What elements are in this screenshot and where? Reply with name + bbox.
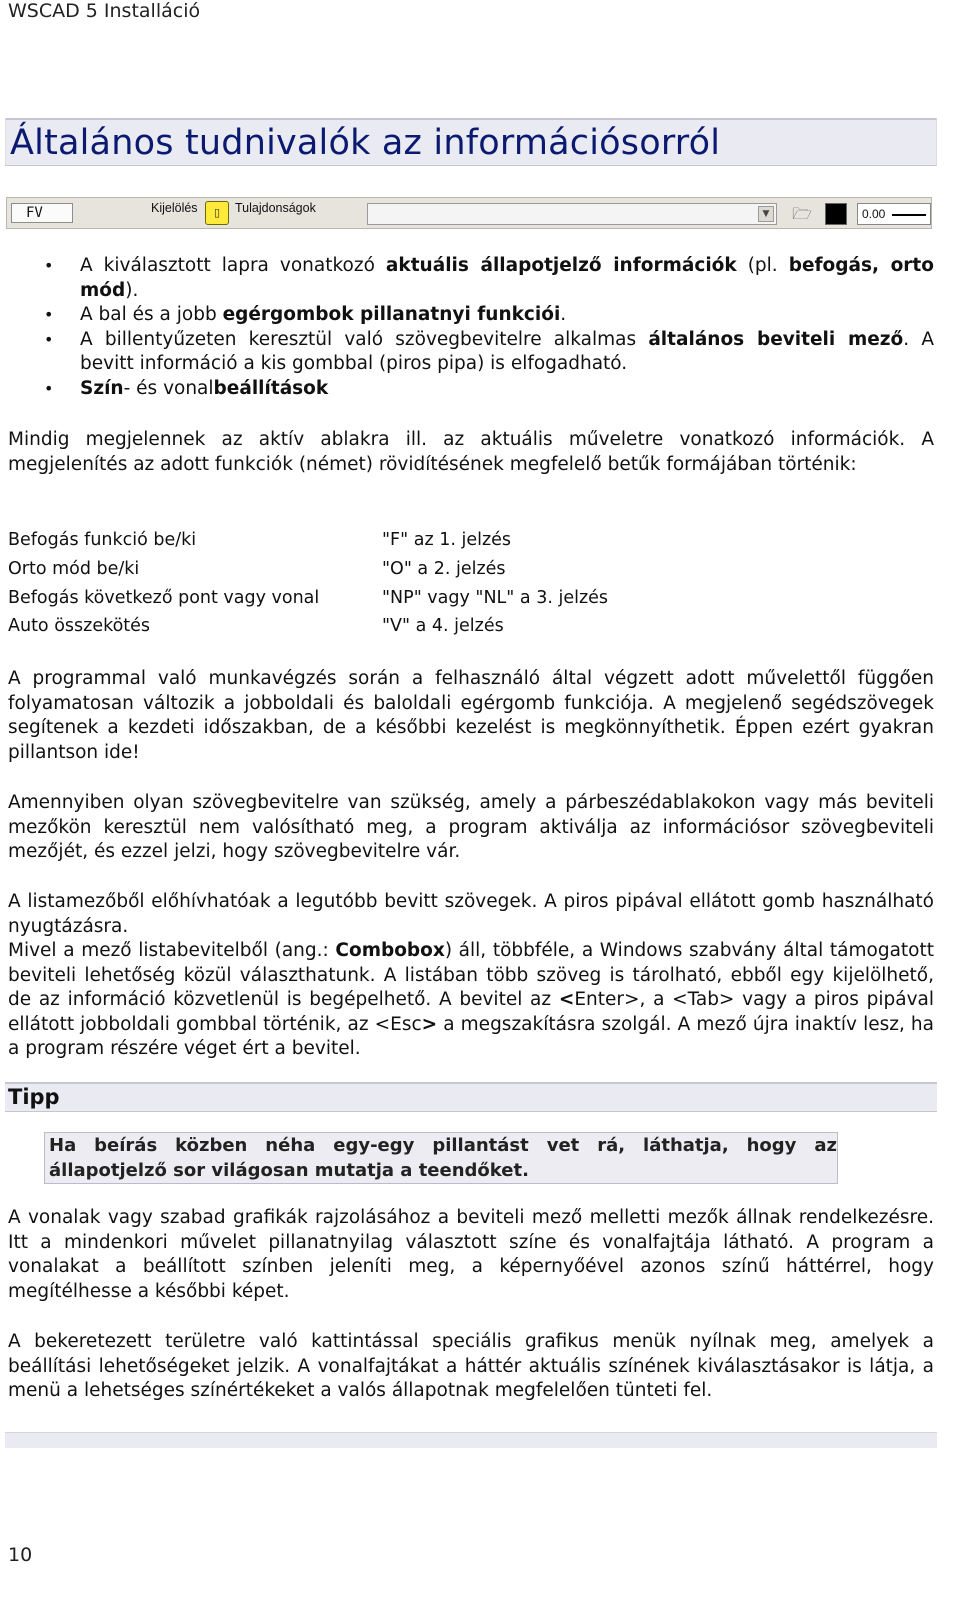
paragraph: A bekeretezett területre való kattintással speciális grafikus menük nyílnak meg, amelyek a beállítási lehetőségeket jelzik. A vonalfajtákat a háttér aktuális színének kiválasztásakor is látja, a menü a lehetséges színértékeket a valós állapotnak megfelelően tünteti fel. [8,1331,934,1402]
page-number: 10 [8,1544,33,1566]
chevron-down-icon: ▼ [758,206,774,222]
table-cell: "NP" vagy "NL" a 3. jelzés [382,588,609,608]
table-cell: "F" az 1. jelzés [382,530,512,550]
info-bar-screenshot [6,197,932,229]
section-title: Általános tudnivalók az információsorról [10,123,721,163]
line-type-field: 0.00 [857,203,931,225]
paragraph: A programmal való munkavégzés során a felhasználó által végzett adott művelettől függően folyamatosan változik a jobboldali és baloldali egérgomb funkciója. A megjelenő segédszövegek segítenek a kezdeti időszakban, de a későbbi kezelést is megkönnyíthetik. Éppen ezért gyakran pillantson ide! [8,668,934,763]
paragraph: A vonalak vagy szabad grafikák rajzolásához a beviteli mező melletti mezők állnak rendelkezésre. Itt a mindenkori művelet pillanatnyilag választott színe és vonalfajtája látható. A program a vonalakat a beállított színben jeleníti meg, a képernyőével azonos színű háttérrel, hogy megítélhesse a későbbi képet. [8,1207,934,1302]
section-end-strip [5,1432,937,1448]
tip-heading-box [5,1082,937,1112]
folder-icon: 🗁 [792,204,812,223]
list-item: • Szín- és vonalbeállítások [80,377,934,402]
tip-callout: Ha beírás közben néha egy-egy pillantást vet rá, láthatja, hogy az állapotjelző sor világosan mutatja a teendőket. [44,1132,838,1184]
paragraph: Amennyiben olyan szövegbevitelre van szükség, amely a párbeszédablakokon vagy más beviteli mezőkön keresztül nem valósítható meg, a program aktiválja az információsor szövegbeviteli mezőjét, és ezzel jelzi, hogy szövegbevitelre vár. [8,792,934,863]
section-title-box [5,118,937,166]
right-mouse-function-label: Tulajdonságok [235,201,316,215]
table-cell: "O" a 2. jelzés [382,559,506,579]
status-flags-field: FV [11,203,73,223]
list-item: • A kiválasztott lapra vonatkozó aktuális állapotjelző információk (pl. befogás, orto mód). [80,254,934,303]
table-cell: Auto összekötés [8,616,151,636]
mouse-icon: ▯ [205,201,229,225]
table-cell: "V" a 4. jelzés [382,616,504,636]
paragraph: Mindig megjelennek az aktív ablakra ill. az aktuális műveletre vonatkozó információk. A megjelenítés az adott funkciók (német) rövidítésének megfelelő betűk formájában történik: [8,429,934,475]
general-input-combobox [367,203,777,225]
paragraph: A listamezőből előhívhatóak a legutóbb bevitt szövegek. A piros pipával ellátott gomb használható nyugtázásra. [8,891,934,937]
color-swatch [825,203,847,225]
paragraph: Mivel a mező listabevitelből (ang.: Combobox) áll, többféle, a Windows szabvány által támogatott beviteli lehetőség közül választhatunk. A listában több szöveg is tárolható, ebből egy kijelölhető, de az információ közvetlenül is begépelhető. A bevitel az <Enter>, a <Tab> vagy a piros pipával ellátott jobboldali gombbal történik, az <Esc> a megszakításra szolgál. A mező újra inaktív lesz, ha a program részére véget ért a bevitel. [8,940,934,1060]
tip-heading: Tipp [8,1085,60,1109]
table-cell: Befogás funkció be/ki [8,530,197,550]
feature-list [80,254,934,402]
list-item: • A bal és a jobb egérgombok pillanatnyi funkciói. [80,303,934,328]
table-cell: Befogás következő pont vagy vonal [8,588,320,608]
left-mouse-function-label: Kijelölés [151,201,198,215]
table-cell: Orto mód be/ki [8,559,140,579]
page-header: WSCAD 5 Installáció [8,0,201,22]
list-item: • A billentyűzeten keresztül való szövegbevitelre alkalmas általános beviteli mező. A bevitt információ a kis gombbal (piros pipa) is elfogadható. [80,328,934,377]
